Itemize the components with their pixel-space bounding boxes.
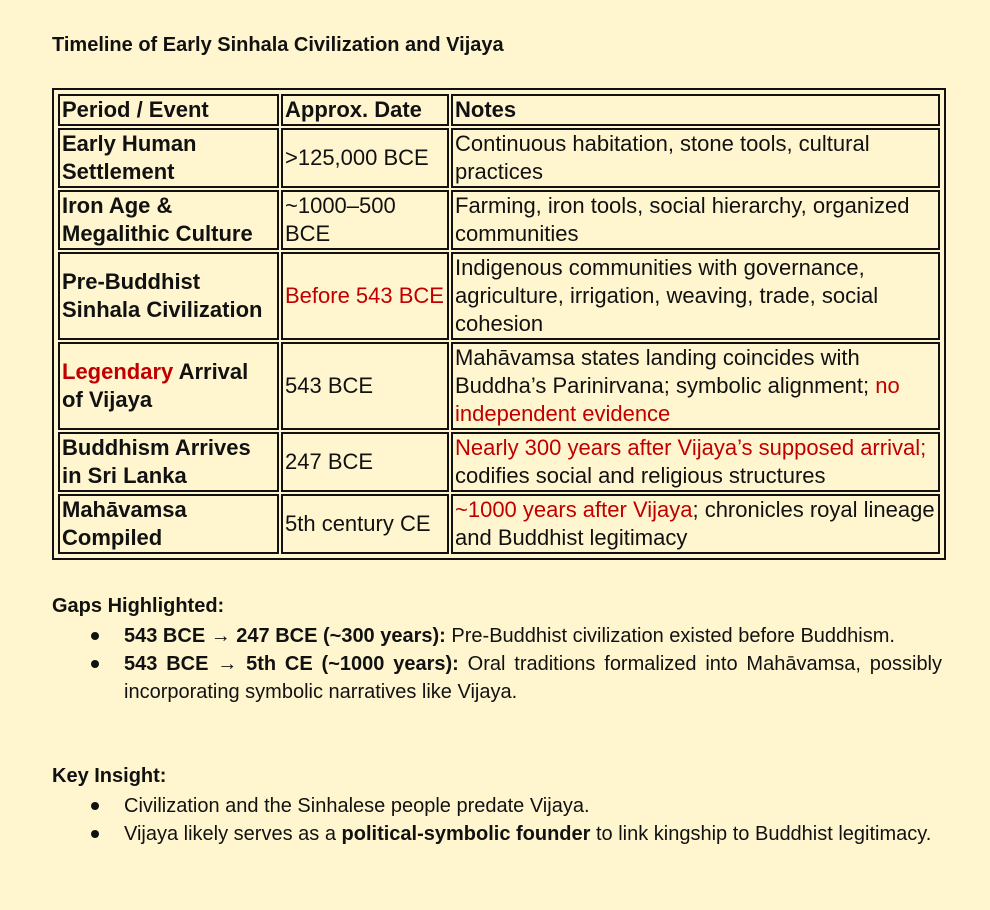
period-text: Arrival of Vijaya — [62, 359, 249, 412]
insight-list — [52, 792, 942, 848]
notes-highlight: no independent evidence — [455, 373, 900, 426]
gaps-heading: Gaps Highlighted: — [52, 595, 225, 617]
period-cell: Pre-Buddhist Sinhala Civilization — [58, 252, 279, 340]
list-item — [124, 622, 942, 650]
period-cell — [58, 342, 279, 430]
list-item — [124, 650, 942, 706]
list-item — [124, 820, 942, 848]
table-row — [58, 432, 940, 492]
gap-text: Oral traditions formalized into Mahāvamsa, possibly incorporating symbolic narratives like Vijaya. — [124, 653, 943, 703]
notes-text: codifies social and religious structures — [455, 463, 826, 488]
notes-text: ; chronicles royal lineage and Buddhist legitimacy — [455, 497, 935, 550]
period-cell: Iron Age & Megalithic Culture — [58, 190, 279, 250]
insight-heading: Key Insight: — [52, 765, 167, 787]
document-title: Timeline of Early Sinhala Civilization and Vijaya — [52, 34, 504, 56]
gap-text: Pre-Buddhist civilization existed before Buddhism. — [451, 625, 895, 647]
period-cell: Early Human Settlement — [58, 128, 279, 188]
notes-text: Mahāvamsa states landing coincides with Buddha’s Parinirvana; symbolic alignment; — [455, 345, 870, 398]
insight-text: Civilization and the Sinhalese people predate Vijaya. — [124, 795, 590, 817]
notes-highlight: Nearly 300 years after Vijaya’s supposed arrival; — [455, 435, 927, 460]
notes-highlight: ~1000 years after Vijaya — [455, 497, 693, 522]
table-row — [58, 190, 940, 250]
notes-cell: Farming, iron tools, social hierarchy, organized communities — [451, 190, 940, 250]
date-cell: ~1000–500 BCE — [281, 190, 449, 250]
header-period: Period / Event — [58, 94, 279, 126]
period-cell: Mahāvamsa Compiled — [58, 494, 279, 554]
date-cell: >125,000 BCE — [281, 128, 449, 188]
timeline-table-frame — [52, 88, 946, 560]
gap-range: 543 BCE → 5th CE (~1000 years): — [124, 653, 459, 675]
header-notes: Notes — [451, 94, 940, 126]
gaps-list — [52, 622, 942, 706]
header-date: Approx. Date — [281, 94, 449, 126]
table-row — [58, 252, 940, 340]
insight-text-after: to link kingship to Buddhist legitimacy. — [596, 823, 932, 845]
notes-cell — [451, 494, 940, 554]
insight-bold: political-symbolic founder — [341, 823, 591, 845]
table-row — [58, 342, 940, 430]
table-row — [58, 128, 940, 188]
date-cell: 5th century CE — [281, 494, 449, 554]
notes-cell: Indigenous communities with governance, agriculture, irrigation, weaving, trade, social cohesion — [451, 252, 940, 340]
gap-range: 543 BCE → 247 BCE (~300 years): — [124, 625, 446, 647]
table-header-row — [58, 94, 940, 126]
period-highlight: Legendary — [62, 359, 174, 384]
table-row — [58, 494, 940, 554]
notes-cell — [451, 342, 940, 430]
notes-cell — [451, 432, 940, 492]
insight-text-before: Vijaya likely serves as a — [124, 823, 336, 845]
date-cell: 543 BCE — [281, 342, 449, 430]
period-cell: Buddhism Arrives in Sri Lanka — [58, 432, 279, 492]
notes-cell: Continuous habitation, stone tools, cultural practices — [451, 128, 940, 188]
timeline-table — [56, 92, 942, 556]
date-cell: 247 BCE — [281, 432, 449, 492]
list-item — [124, 792, 942, 820]
date-cell-highlight: Before 543 BCE — [281, 252, 449, 340]
